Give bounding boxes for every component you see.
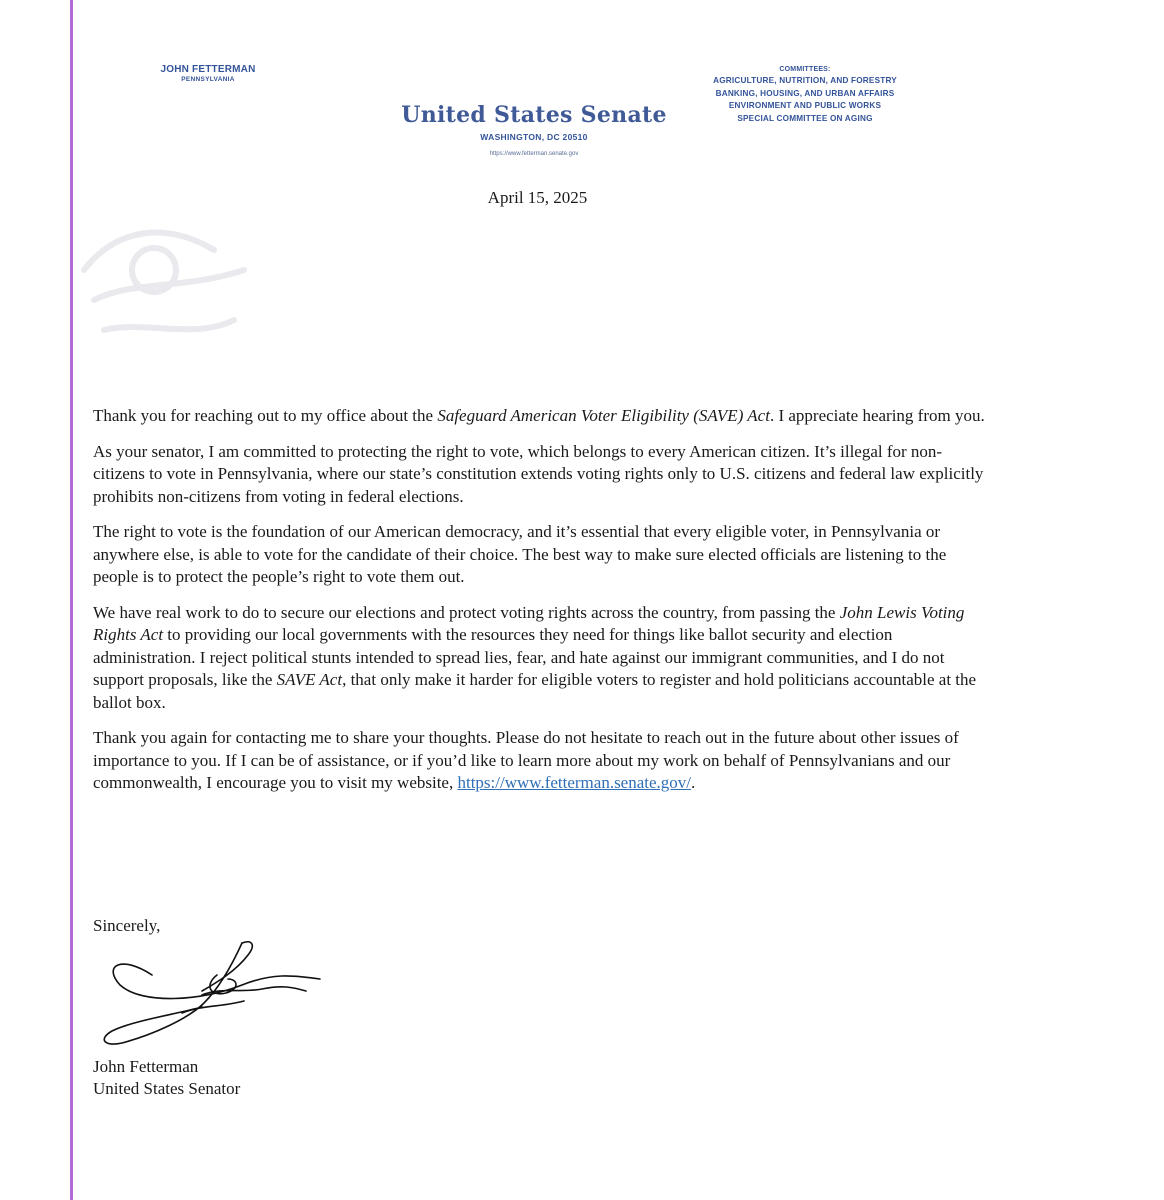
- committee-item: SPECIAL COMMITTEE ON AGING: [737, 113, 873, 123]
- body-text: We have real work to do to secure our elections and protect voting rights across the country, from passing the: [93, 602, 840, 622]
- act-name: SAVE Act: [276, 670, 343, 689]
- letter-body: [93, 405, 993, 808]
- senate-address: WASHINGTON, DC 20510: [480, 132, 588, 142]
- signature: [92, 935, 332, 1055]
- website-link[interactable]: https://www.fetterman.senate.gov/: [457, 773, 692, 792]
- act-name: Safeguard American Voter Eligibility (SAVE) Act: [437, 406, 770, 425]
- letterhead: [384, 102, 684, 157]
- committees-heading: COMMITTEES:: [779, 66, 831, 73]
- body-paragraph: [93, 602, 993, 715]
- margin-rule: [70, 0, 73, 1200]
- signer-block: [93, 1056, 240, 1100]
- body-paragraph: [93, 405, 993, 428]
- committee-item: ENVIRONMENT AND PUBLIC WORKS: [728, 101, 882, 111]
- closing: Sincerely,: [93, 916, 161, 935]
- sender-state: PENNSYLVANIA: [181, 76, 235, 83]
- letter-date: April 15, 2025: [487, 188, 588, 207]
- signer-title: United States Senator: [93, 1079, 241, 1098]
- body-text: to providing our local governments with the resources they need for things like ballot security and election administration. I reject political stunts intended to spread lies, fear, and hate against our immigrant communities, and I do not support proposals, like the: [93, 625, 945, 689]
- committee-item: BANKING, HOUSING, AND URBAN AFFAIRS: [715, 88, 895, 98]
- faint-stamp-mark: [74, 210, 264, 380]
- sender-block: [140, 64, 276, 83]
- body-paragraph: The right to vote is the foundation of our American democracy, and it’s essential that every eligible voter, in Pennsylvania or anywhere else, is able to vote for the candidate of their choice. The best way to make sure elected officials are listening to the people is to protect the people’s right to vote them out.: [93, 522, 947, 586]
- committee-item: AGRICULTURE, NUTRITION, AND FORESTRY: [713, 76, 897, 85]
- body-text: Thank you again for contacting me to share your thoughts. Please do not hesitate to reach out in the future about other issues of importance to you. If I can be of assistance, or if you’d like to learn more about my work on behalf of Pennsylvanians and our commonwealth, I encourage you to visit my website,: [93, 728, 959, 792]
- body-text: Thank you for reaching out to my office about the: [93, 406, 438, 425]
- committees-block: [690, 64, 920, 125]
- body-text: .: [691, 773, 696, 792]
- signer-name: John Fetterman: [93, 1057, 199, 1076]
- act-name: John Lewis Voting Rights Act: [93, 602, 965, 644]
- body-text: . I appreciate hearing from you.: [769, 406, 985, 425]
- body-text: , that only make it harder for eligible voters to register and hold politicians accountable at the ballot box.: [93, 670, 977, 712]
- senate-title: United States Senate: [401, 102, 667, 128]
- body-paragraph: [93, 727, 993, 795]
- senate-url: https://www.fetterman.senate.gov: [489, 151, 579, 157]
- sender-name: JOHN FETTERMAN: [160, 64, 256, 75]
- body-paragraph: As your senator, I am committed to protecting the right to vote, which belongs to every American citizen. It’s illegal for non-citizens to vote in Pennsylvania, where our state’s constitution extends voting rights only to U.S. citizens and federal law explicitly prohibits non-citizens from voting in federal elections.: [93, 441, 984, 506]
